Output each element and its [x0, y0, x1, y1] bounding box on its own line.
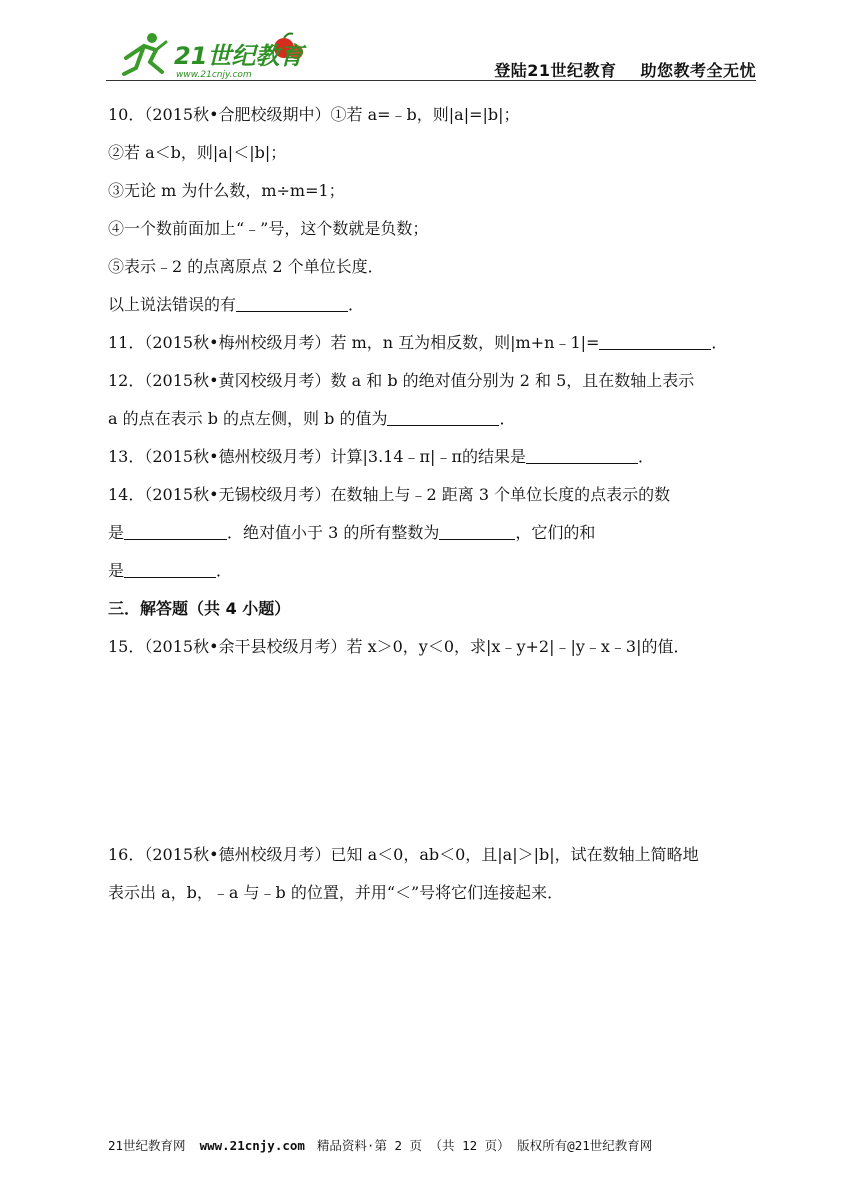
question-14-line-1: 14．（2015秋•无锡校级月考）在数轴上与﹣2 距离 3 个单位长度的点表示的数	[108, 485, 671, 504]
question-10-line-5: ⑤表示﹣2 的点离原点 2 个单位长度．	[108, 257, 384, 276]
answer-blank[interactable]	[387, 403, 499, 426]
page-header	[106, 28, 756, 82]
footer-site-name: 21世纪教育网	[108, 1138, 186, 1153]
document-body	[108, 96, 758, 912]
punctuation: ．	[348, 295, 365, 314]
header-login-text: 登陆21世纪教育	[494, 61, 617, 80]
header-divider	[106, 80, 756, 81]
question-12-line-2	[108, 400, 758, 438]
question-10-line-3: ③无论 m 为什么数，m÷m=1；	[108, 181, 345, 200]
question-13	[108, 438, 758, 476]
question-16-line-1: 16．（2015秋•德州校级月考）已知 a＜0，ab＜0，且|a|＞|b|，试在数轴上简略地	[108, 845, 699, 864]
punctuation: ．	[216, 561, 233, 580]
question-text: 11．（2015秋•梅州校级月考）若 m，n 互为相反数，则|m+n﹣1|=	[108, 333, 600, 352]
punctuation: ．	[637, 447, 654, 466]
question-11	[108, 324, 758, 362]
svg-text:www.21cnjy.com: www.21cnjy.com	[176, 70, 252, 80]
site-logo	[106, 28, 326, 80]
answer-space[interactable]	[108, 666, 758, 836]
answer-blank[interactable]	[599, 327, 711, 350]
punctuation: ．	[499, 409, 516, 428]
answer-blank[interactable]	[439, 517, 515, 540]
question-10-line-4: ④一个数前面加上“﹣”号，这个数就是负数；	[108, 219, 429, 238]
question-10-line-2: ②若 a＜b，则|a|＜|b|；	[108, 143, 287, 162]
answer-blank[interactable]	[124, 517, 227, 540]
question-text: ，它们的和	[515, 523, 596, 542]
question-10-answer-line	[108, 286, 758, 324]
answer-blank[interactable]	[124, 555, 216, 578]
header-slogan	[494, 58, 756, 81]
question-text: 是	[108, 523, 125, 542]
question-text: ．绝对值小于 3 的所有整数为	[227, 523, 440, 542]
footer-url[interactable]: www.21cnjy.com	[199, 1138, 305, 1153]
question-text: 是	[108, 561, 125, 580]
answer-blank[interactable]	[236, 289, 348, 312]
svg-text:21世纪教育: 21世纪教育	[174, 42, 304, 70]
question-16-line-2: 表示出 a，b，﹣a 与﹣b 的位置，并用“＜”号将它们连接起来．	[108, 883, 564, 902]
question-text: 以上说法错误的有	[108, 295, 237, 314]
section-heading: 三．解答题（共 4 小题）	[108, 599, 291, 618]
question-12-line-1: 12．（2015秋•黄冈校级月考）数 a 和 b 的绝对值分别为 2 和 5，且在数轴上表示	[108, 371, 695, 390]
footer-page-info: 精品资料·第 2 页 （共 12 页） 版权所有@21世纪教育网	[316, 1138, 653, 1153]
question-10-line-1: 10．（2015秋•合肥校级期中）①若 a=﹣b，则|a|=|b|；	[108, 105, 520, 124]
question-15: 15．（2015秋•余干县校级月考）若 x＞0，y＜0，求|x﹣y+2|﹣|y﹣x﹣3|的值．	[108, 637, 690, 656]
punctuation: ．	[711, 333, 728, 352]
question-text: a 的点在表示 b 的点左侧，则 b 的值为	[108, 409, 388, 428]
question-14-line-3	[108, 552, 758, 590]
answer-blank[interactable]	[526, 441, 638, 464]
page-footer	[108, 1136, 758, 1154]
question-text: 13．（2015秋•德州校级月考）计算|3.14﹣π|﹣π的结果是	[108, 447, 526, 466]
header-slogan-text: 助您教考全无忧	[640, 61, 756, 80]
question-14-line-2	[108, 514, 758, 552]
